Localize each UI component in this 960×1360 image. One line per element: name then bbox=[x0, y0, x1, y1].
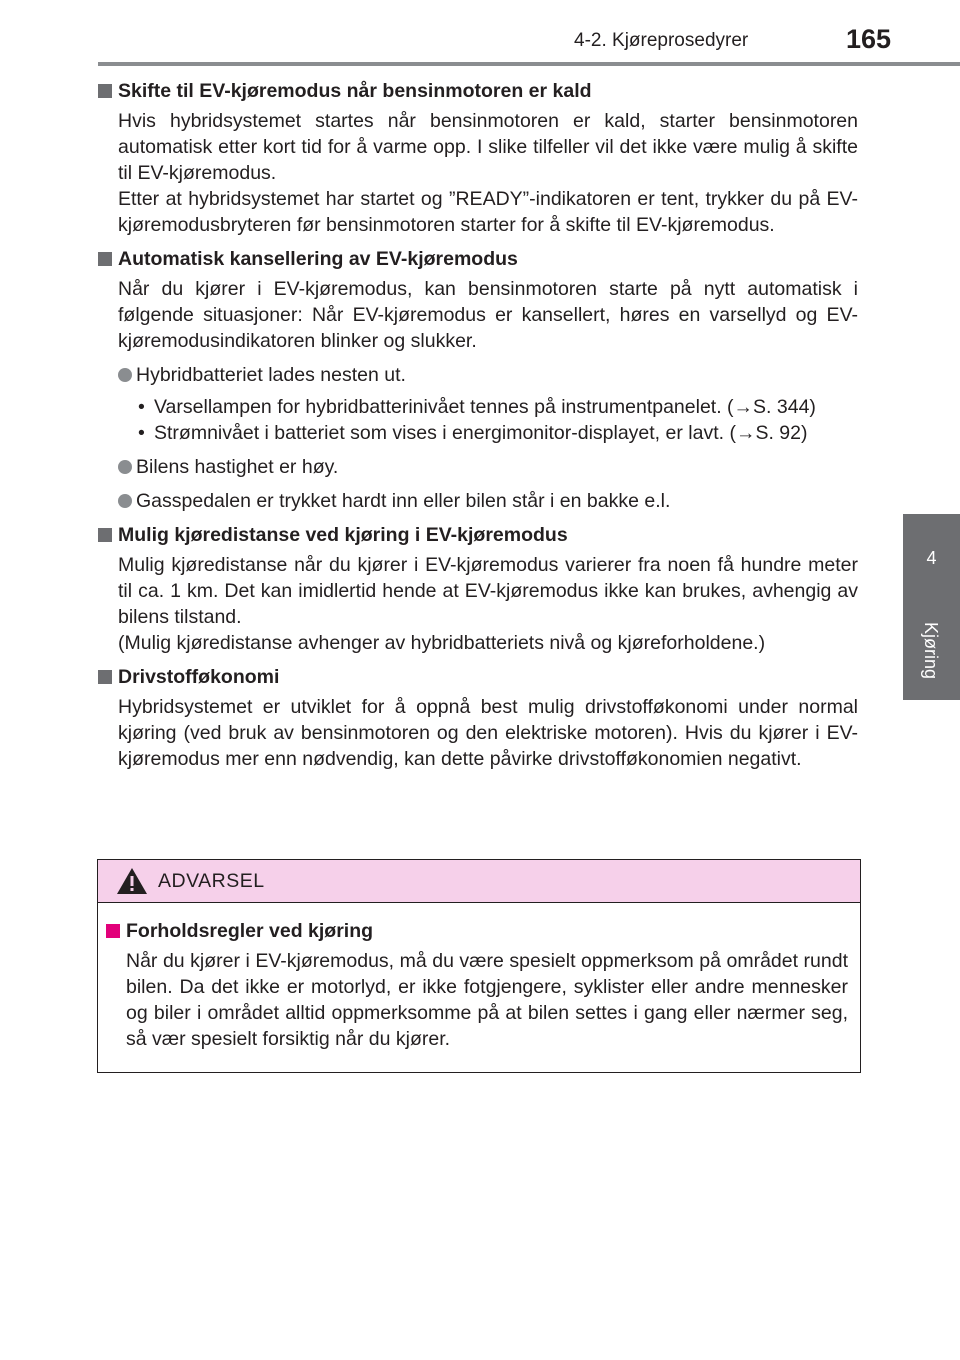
section-heading bbox=[98, 664, 858, 690]
list-item bbox=[118, 454, 858, 480]
square-bullet-icon bbox=[98, 252, 112, 266]
warning-text: Når du kjører i EV-kjøremodus, må du være spesielt oppmerksom på området rundt bilen. Da det ikke er motorlyd, er ikke fotgjengere, syklister eller andre mennesker og biler i området alltid oppmerksomme på at bilen settes i gang eller nærmer seg, så vær spesielt forsiktig når du kjører. bbox=[126, 950, 848, 1050]
paragraph: Etter at hybridsystemet har startet og ”READY”-indikatoren er tent, trykker du på EV-kjøremodusbryteren før bensinmotoren starter for å skifte til EV-kjøremodus. bbox=[118, 188, 858, 236]
chapter-number: 4 bbox=[926, 548, 937, 568]
paragraph: Når du kjører i EV-kjøremodus, kan bensinmotoren starte på nytt automatisk i følgende situasjoner: Når EV-kjøremodus er kansellert, høres en varsellyd og EV-kjøremodusindikatoren blinker og slukker. bbox=[118, 278, 858, 352]
sub-list-item bbox=[136, 420, 858, 446]
square-bullet-icon bbox=[98, 528, 112, 542]
section-heading bbox=[98, 78, 858, 104]
chapter-side-tab bbox=[903, 514, 960, 700]
section-heading bbox=[98, 246, 858, 272]
round-bullet-icon bbox=[118, 494, 132, 508]
warning-heading bbox=[106, 918, 848, 944]
round-bullet-icon bbox=[118, 368, 132, 382]
list-item-text: Bilens hastighet er høy. bbox=[136, 456, 339, 478]
section-heading bbox=[98, 522, 858, 548]
square-bullet-icon bbox=[98, 84, 112, 98]
warning-title: ADVARSEL bbox=[158, 870, 265, 892]
heading-text: Drivstofføkonomi bbox=[118, 666, 280, 688]
paragraph: Hybridsystemet er utviklet for å oppnå best mulig drivstofføkonomi under normal kjøring (ved bruk av bensinmotoren og den elektriske motoren). Hvis du kjører i EV-kjøremodus mer enn nødvendig, kan dette påvirke drivstofføkonomien negativt. bbox=[118, 696, 858, 770]
warning-body bbox=[106, 918, 848, 1052]
warning-box bbox=[97, 859, 861, 1073]
sub-list-item-text: Varsellampen for hybridbatterinivået tennes på instrumentpanelet. (→S. 344) bbox=[154, 396, 816, 418]
round-bullet-icon bbox=[118, 460, 132, 474]
heading-text: Mulig kjøredistanse ved kjøring i EV-kjøremodus bbox=[118, 524, 568, 546]
dot-bullet-icon: • bbox=[138, 422, 145, 444]
dot-bullet-icon: • bbox=[138, 396, 145, 418]
sub-list-item-text: Strømnivået i batteriet som vises i energimonitor-displayet, er lavt. (→S. 92) bbox=[154, 422, 808, 444]
paragraph: Hvis hybridsystemet startes når bensinmotoren er kald, starter bensinmotoren automatisk etter kort tid for å varme opp. I slike tilfeller vil det ikke være mulig å skifte til EV-kjøremodus. bbox=[118, 110, 858, 184]
list-item-text: Gasspedalen er trykket hardt inn eller bilen står i en bakke e.l. bbox=[136, 490, 671, 512]
list-item-text: Hybridbatteriet lades nesten ut. bbox=[136, 364, 406, 386]
paragraph: (Mulig kjøredistanse avhenger av hybridbatteriets nivå og kjøreforholdene.) bbox=[118, 632, 766, 654]
main-content bbox=[98, 78, 858, 772]
warning-triangle-icon bbox=[116, 866, 148, 896]
list-item bbox=[118, 362, 858, 388]
heading-text: Automatisk kansellering av EV-kjøremodus bbox=[118, 248, 518, 270]
warning-header bbox=[98, 860, 860, 903]
sub-list-item bbox=[136, 394, 858, 420]
header-divider bbox=[98, 62, 960, 66]
page-number: 165 bbox=[846, 24, 892, 54]
heading-text: Forholdsregler ved kjøring bbox=[126, 920, 374, 942]
list-item bbox=[118, 488, 858, 514]
header-section-title: 4-2. Kjøreprosedyrer bbox=[574, 30, 749, 51]
heading-text: Skifte til EV-kjøremodus når bensinmotoren er kald bbox=[118, 80, 592, 102]
square-bullet-icon bbox=[106, 924, 120, 938]
square-bullet-icon bbox=[98, 670, 112, 684]
chapter-label: Kjøring bbox=[921, 622, 941, 680]
paragraph: Mulig kjøredistanse når du kjører i EV-kjøremodus varierer fra noen få hundre meter til ca. 1 km. Det kan imidlertid hende at EV-kjøremodus ikke kan brukes, avhengig av bilens tilstand. bbox=[118, 554, 858, 628]
